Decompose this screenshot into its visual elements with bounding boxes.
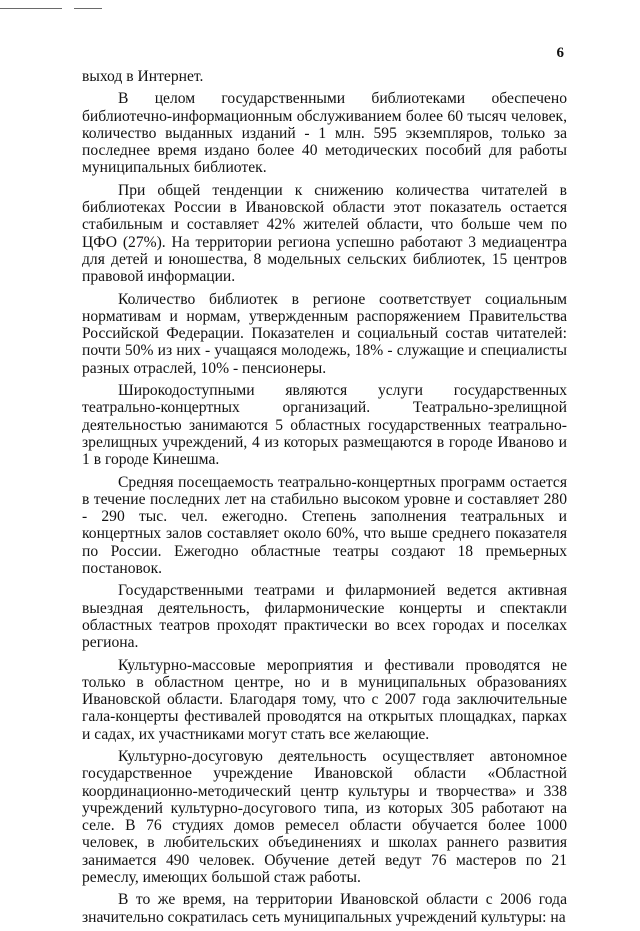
paragraph-leisure-institutions: Культурно-досуговую деятельность осуществляет автономное государственное учреждение Ивановской области «Областной координационно-методический центр культуры и творчества» и 338 учреждений культурно-досугового типа, из которых 305 работают на селе. В 76 студиях домов ремесел области обучается более 1000 человек, в любительских объединениях и школах раннего развития занимается 490 человек. Обучение детей ведут 76 мастеров по 21 ремеслу, имеющих большой стаж работы.: [82, 747, 567, 887]
paragraph-attendance: Средняя посещаемость театрально-концертных программ остается в течение последних лет на стабильно высоком уровне и составляет 280 - 290 тыс. чел. ежегодно. Степень заполнения театральных и концертных залов составляет около 60%, что выше среднего показателя по России. Ежегодно областные театры создают 18 премьерных постановок.: [82, 473, 567, 578]
paragraph-library-service: В целом государственными библиотеками обеспечено библиотечно-информационным обслуживанием более 60 тысяч человек, количество выданных изданий - 1 млн. 595 экземпляров, только за последнее время издано более 40 методических пособий для работы муниципальных библиотек.: [82, 90, 567, 177]
paragraph-library-count: Количество библиотек в регионе соответствует социальным нормативам и нормам, утвержденным распоряжением Правительства Российской Федерации. Показателен и социальный состав читателей: почти 50% из них - учащаяся молодежь, 18% - служащие и специалисты разных отраслей, 10% - пенсионеры.: [82, 290, 567, 377]
scan-artifact-line: [74, 8, 102, 9]
scan-artifact-line: [0, 8, 62, 9]
paragraph-theatre-services: Широкодоступными являются услуги государственных театрально-концертных организаций. Театрально-зрелищной деятельностью занимаются 5 областных государственных театрально-зрелищных учреждений, 4 из которых размещаются в городе Иваново и 1 в городе Кинешма.: [82, 382, 567, 469]
paragraph-festivals: Культурно-массовые мероприятия и фестивали проводятся не только в областном центре, но и в муниципальных образованиях Ивановской области. Благодаря тому, что с 2007 года заключительные гала-концерты фестивалей проводятся на открытых площадках, парках и садах, их участниками могут стать все желающие.: [82, 656, 567, 743]
page-number: 6: [556, 45, 564, 61]
paragraph-internet-access: выход в Интернет.: [82, 68, 204, 85]
paragraph-readers-share: При общей тенденции к снижению количества читателей в библиотеках России в Ивановской области этот показатель остается стабильным и составляет 42% жителей области, что больше чем по ЦФО (27%). На территории региона успешно работают 3 медиацентра для детей и юношества, 8 модельных сельских библиотек, 15 центров правовой информации.: [82, 181, 567, 286]
paragraph-touring-activity: Государственными театрами и филармонией ведется активная выездная деятельность, филармонические концерты и спектакли областных театров проходят практически во всех городах и поселках региона.: [82, 582, 567, 652]
paragraph-network-reduction: В то же время, на территории Ивановской области с 2006 года значительно сократилась сеть муниципальных учреждений культуры: на: [82, 891, 567, 926]
body-text: [82, 68, 567, 931]
